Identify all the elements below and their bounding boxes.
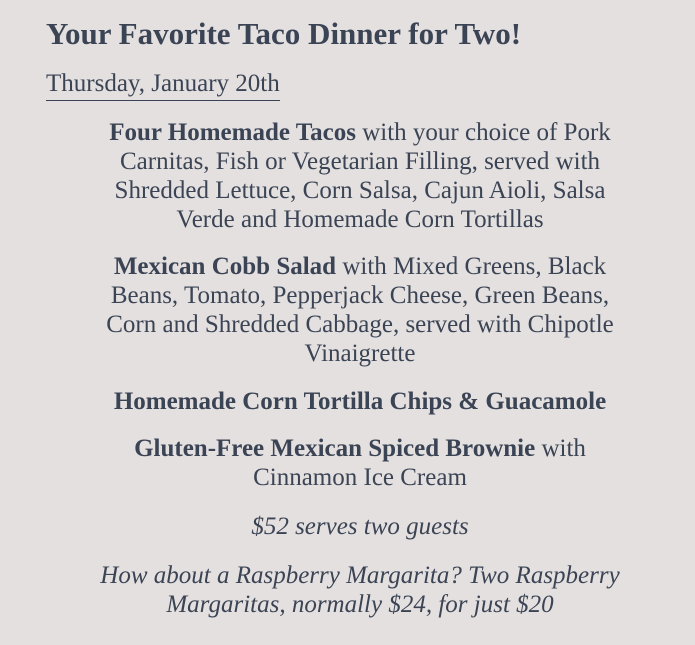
menu-item-description: with: [541, 435, 586, 462]
promo-text: [40, 561, 680, 619]
event-date: Thursday, January 20th: [46, 68, 280, 101]
menu-item-name: Homemade Corn Tortilla Chips & Guacamole: [113, 388, 607, 415]
menu-item-chips: [40, 387, 680, 416]
menu-item-description: with your choice of Pork: [362, 119, 611, 146]
menu-item-salad: [40, 252, 680, 368]
menu-item-name: Four Homemade Tacos: [109, 119, 356, 146]
menu-item-name: Mexican Cobb Salad: [113, 253, 337, 280]
menu-item-description: with Mixed Greens, Black: [342, 253, 607, 280]
menu-item-tacos: [40, 118, 680, 234]
menu-item-description: Shredded Lettuce, Corn Salsa, Cajun Aioli, Salsa: [114, 177, 606, 204]
menu-item-description: Carnitas, Fish or Vegetarian Filling, served with: [119, 148, 601, 175]
menu-item-name: Gluten-Free Mexican Spiced Brownie: [134, 435, 536, 462]
menu-item-description: Verde and Homemade Corn Tortillas: [176, 206, 544, 233]
promo-line: How about a Raspberry Margarita? Two Raspberry: [100, 562, 620, 589]
menu-item-brownie: [40, 434, 680, 492]
price-line: $52 serves two guests: [251, 513, 469, 540]
page-title: Your Favorite Taco Dinner for Two!: [46, 16, 522, 51]
menu-item-description: Cinnamon Ice Cream: [253, 464, 467, 491]
promo-line: Margaritas, normally $24, for just $20: [166, 591, 554, 618]
menu-item-description: Corn and Shredded Cabbage, served with Chipotle: [106, 311, 614, 338]
menu-item-description: Vinaigrette: [304, 340, 416, 367]
menu-item-description: Beans, Tomato, Pepperjack Cheese, Green Beans,: [110, 282, 610, 309]
